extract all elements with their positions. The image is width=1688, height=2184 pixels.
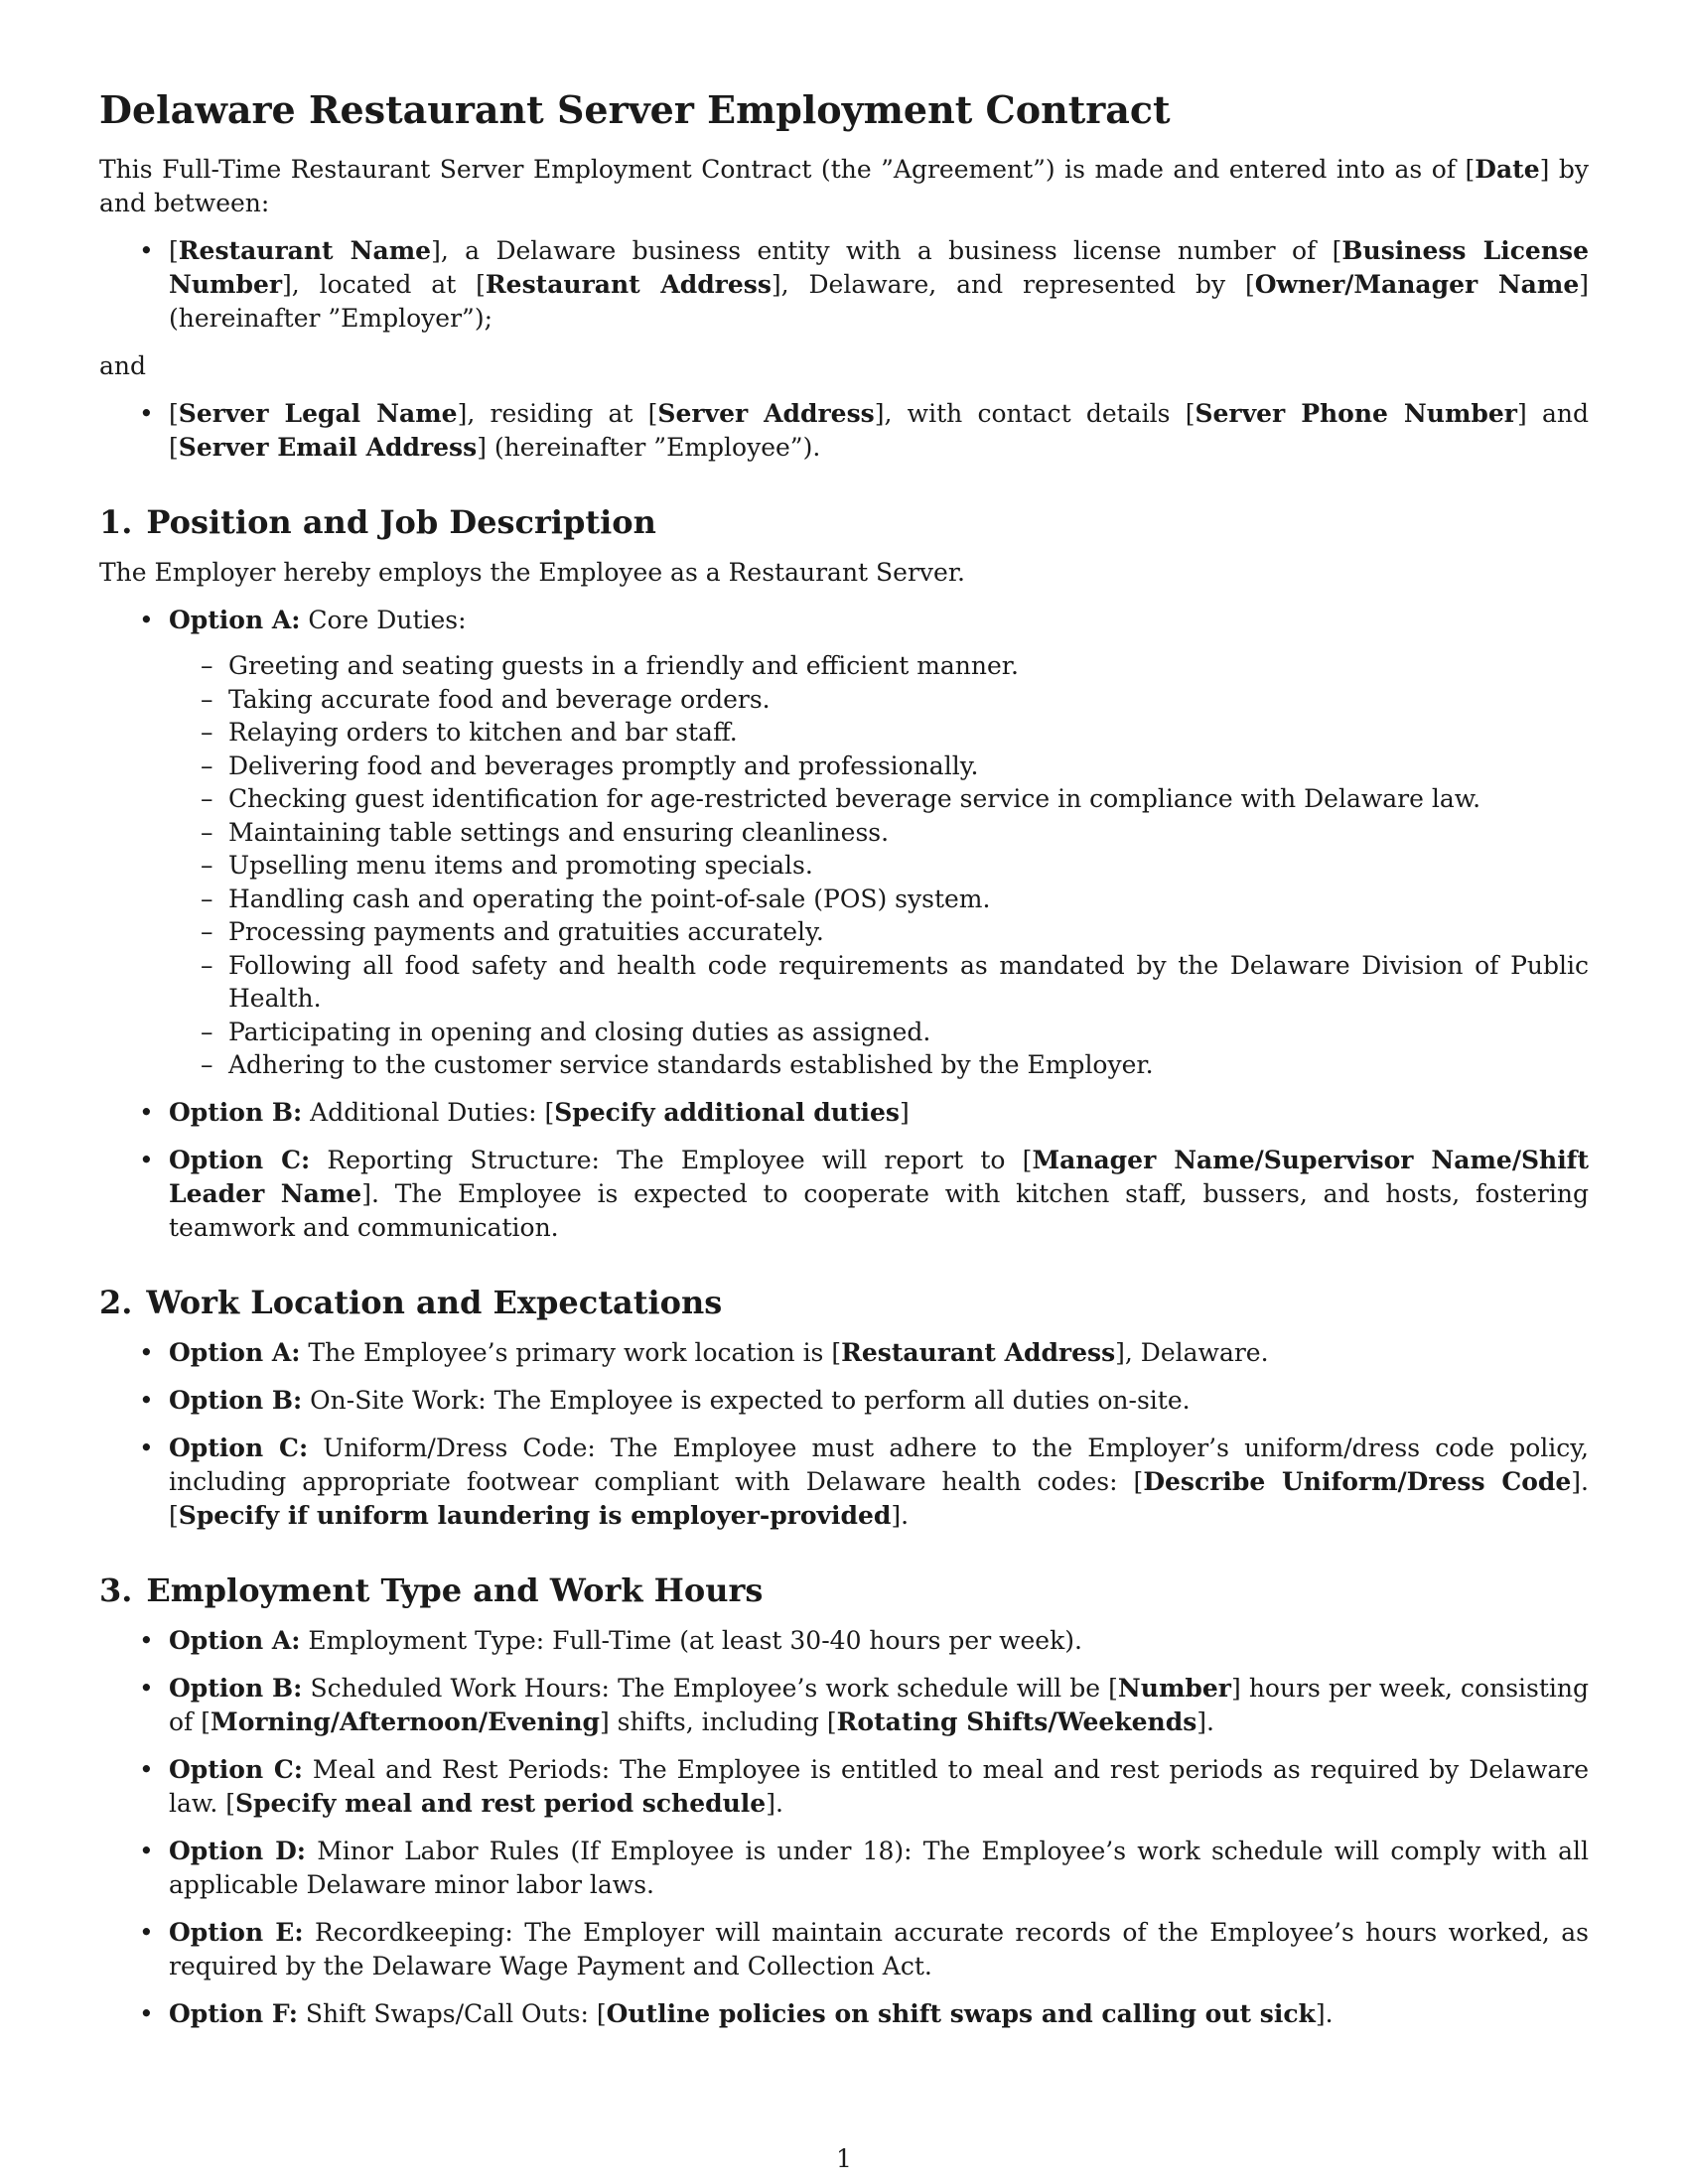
option-item bbox=[99, 1384, 1589, 1418]
placeholder-restaurant-name: Restaurant Name bbox=[178, 236, 432, 265]
text: Uniform/Dress Code: The Employee must adhere to the Employer’s uniform/dress code policy, including appropriate footwear compliant with Delaware health codes: [ bbox=[169, 1433, 1589, 1496]
intro-text: ] by and between: bbox=[99, 155, 1589, 217]
duty-item: – Adhering to the customer service standards established by the Employer. bbox=[169, 1048, 1589, 1082]
option-item bbox=[99, 1144, 1589, 1245]
document-title: Delaware Restaurant Server Employment Contract bbox=[99, 87, 1171, 132]
option-item bbox=[99, 604, 1589, 1082]
intro-paragraph bbox=[99, 153, 1589, 220]
placeholder-server-name: Server Legal Name bbox=[178, 399, 458, 428]
placeholder: Specify meal and rest period schedule bbox=[234, 1788, 767, 1818]
option-label: Option C: bbox=[169, 1145, 311, 1174]
option-label: Option B: bbox=[169, 1385, 303, 1415]
duties-list bbox=[169, 649, 1589, 1082]
text: [ bbox=[169, 399, 179, 428]
duty-item: – Processing payments and gratuities accurately. bbox=[169, 915, 1589, 949]
text: ], located at [ bbox=[282, 270, 486, 299]
section-intro: The Employer hereby employs the Employee as a Restaurant Server. bbox=[99, 558, 965, 587]
intro-text: This Full-Time Restaurant Server Employment Contract (the ”Agreement”) is made and entered into as of [ bbox=[99, 155, 1476, 184]
option-label: Option A: bbox=[169, 1625, 301, 1655]
placeholder: Specify if uniform laundering is employer-provided bbox=[178, 1500, 892, 1530]
duty-item: – Greeting and seating guests in a friendly and efficient manner. bbox=[169, 649, 1589, 683]
option-label: Option C: bbox=[169, 1754, 303, 1784]
section-heading bbox=[99, 1570, 1589, 1610]
section-number: 1. bbox=[99, 503, 133, 541]
text: Scheduled Work Hours: The Employee’s work schedule will be [ bbox=[302, 1673, 1118, 1703]
text: ]. bbox=[1196, 1706, 1214, 1736]
and-connector: and bbox=[99, 351, 147, 380]
section-heading bbox=[99, 1283, 1589, 1322]
placeholder-server-address: Server Address bbox=[657, 399, 875, 428]
text: Recordkeeping: The Employer will maintain accurate records of the Employee’s hours worked, as required by the Delaware Wage Payment and Collection Act. bbox=[169, 1917, 1589, 1980]
duty-item: – Maintaining table settings and ensuring cleanliness. bbox=[169, 816, 1589, 850]
option-item bbox=[99, 1336, 1589, 1370]
placeholder-server-phone: Server Phone Number bbox=[1195, 399, 1517, 428]
text: ] and [ bbox=[169, 399, 1589, 462]
option-label: Option D: bbox=[169, 1836, 307, 1865]
options-list bbox=[99, 1624, 1589, 2031]
text: ]. bbox=[766, 1788, 783, 1818]
text: Employment Type: Full-Time (at least 30-40 hours per week). bbox=[300, 1625, 1082, 1655]
placeholder: Rotating Shifts/Weekends bbox=[836, 1706, 1197, 1736]
placeholder: Number bbox=[1117, 1673, 1231, 1703]
text: Shift Swaps/Call Outs: [ bbox=[297, 1998, 607, 2028]
text: Meal and Rest Periods: The Employee is entitled to meal and rest periods as required by Delaware law. [ bbox=[169, 1754, 1590, 1818]
option-label: Option F: bbox=[169, 1998, 298, 2028]
section-number: 3. bbox=[99, 1570, 133, 1609]
text: ]. bbox=[1315, 1998, 1334, 2028]
text: ]. [ bbox=[169, 1466, 1589, 1530]
employer-party bbox=[99, 234, 1589, 336]
placeholder-business-license: Business License Number bbox=[169, 236, 1589, 299]
option-item bbox=[99, 1624, 1589, 1658]
duty-item: – Checking guest identification for age-restricted beverage service in compliance with Delaware law. bbox=[169, 782, 1589, 816]
text: Minor Labor Rules (If Employee is under 18): The Employee’s work schedule will comply with all applicable Delaware minor labor laws. bbox=[169, 1836, 1590, 1899]
placeholder: Specify additional duties bbox=[554, 1097, 900, 1127]
text: ]. The Employee is expected to cooperate with kitchen staff, bussers, and hosts, fostering teamwork and communication. bbox=[169, 1178, 1589, 1242]
placeholder: Restaurant Address bbox=[841, 1337, 1116, 1367]
text: Additional Duties: [ bbox=[302, 1097, 555, 1127]
option-item bbox=[99, 1916, 1589, 1983]
section-number: 2. bbox=[99, 1283, 133, 1321]
placeholder: Manager Name/Supervisor Name/Shift Leader Name bbox=[169, 1145, 1589, 1208]
employee-party bbox=[99, 397, 1589, 465]
duty-item: – Delivering food and beverages promptly and professionally. bbox=[169, 750, 1589, 783]
option-label: Option C: bbox=[169, 1433, 309, 1462]
text: ], with contact details [ bbox=[874, 399, 1196, 428]
placeholder-server-email: Server Email Address bbox=[178, 433, 478, 462]
placeholder-date: Date bbox=[1475, 155, 1540, 184]
placeholder-owner-manager: Owner/Manager Name bbox=[1254, 270, 1580, 299]
options-list bbox=[99, 1336, 1589, 1533]
section-title: Employment Type and Work Hours bbox=[146, 1570, 764, 1609]
text: [ bbox=[169, 236, 179, 265]
duty-item: – Participating in opening and closing duties as assigned. bbox=[169, 1016, 1589, 1049]
page-number: 1 bbox=[836, 2144, 852, 2173]
option-label: Option B: bbox=[169, 1673, 303, 1703]
options-list bbox=[99, 604, 1589, 1245]
placeholder: Morning/Afternoon/Evening bbox=[211, 1706, 600, 1736]
option-item bbox=[99, 1997, 1589, 2031]
placeholder: Describe Uniform/Dress Code bbox=[1143, 1466, 1572, 1496]
option-item bbox=[99, 1835, 1589, 1902]
option-label: Option B: bbox=[169, 1097, 303, 1127]
option-item bbox=[99, 1672, 1589, 1739]
text: ], residing at [ bbox=[457, 399, 658, 428]
text: Core Duties: bbox=[300, 606, 467, 634]
section-title: Work Location and Expectations bbox=[146, 1283, 723, 1321]
text: ], a Delaware business entity with a business license number of [ bbox=[431, 236, 1342, 265]
option-item bbox=[99, 1096, 1589, 1130]
section-heading bbox=[99, 502, 1589, 542]
text: ]. bbox=[891, 1500, 910, 1530]
duty-item: – Upselling menu items and promoting specials. bbox=[169, 849, 1589, 883]
text: ] (hereinafter ”Employer”); bbox=[169, 270, 1590, 333]
duty-item: – Following all food safety and health code requirements as mandated by the Delaware Division of Public Health. bbox=[169, 949, 1589, 1016]
text: ] hours per week, consisting of [ bbox=[169, 1673, 1589, 1736]
option-label: Option A: bbox=[169, 606, 301, 634]
text: ] bbox=[899, 1097, 910, 1127]
duty-item: – Handling cash and operating the point-of-sale (POS) system. bbox=[169, 883, 1589, 916]
text: ], Delaware, and represented by [ bbox=[771, 270, 1255, 299]
section-title: Position and Job Description bbox=[146, 503, 656, 541]
duty-item: – Taking accurate food and beverage orders. bbox=[169, 683, 1589, 717]
option-label: Option E: bbox=[169, 1917, 304, 1947]
text: Reporting Structure: The Employee will report to [ bbox=[310, 1145, 1033, 1174]
text: ], Delaware. bbox=[1115, 1337, 1269, 1367]
text: ] (hereinafter ”Employee”). bbox=[477, 433, 821, 462]
duty-item: – Relaying orders to kitchen and bar staff. bbox=[169, 716, 1589, 750]
parties-list bbox=[99, 234, 1589, 336]
text: On-Site Work: The Employee is expected to perform all duties on-site. bbox=[302, 1385, 1191, 1415]
option-item bbox=[99, 1753, 1589, 1821]
placeholder: Outline policies on shift swaps and calling out sick bbox=[606, 1998, 1316, 2028]
text: ] shifts, including [ bbox=[599, 1706, 837, 1736]
placeholder-restaurant-address: Restaurant Address bbox=[485, 270, 772, 299]
parties-list bbox=[99, 397, 1589, 465]
option-item bbox=[99, 1432, 1589, 1533]
text: The Employee’s primary work location is [ bbox=[300, 1337, 842, 1367]
option-label: Option A: bbox=[169, 1337, 301, 1367]
contract-page bbox=[99, 87, 1589, 2045]
